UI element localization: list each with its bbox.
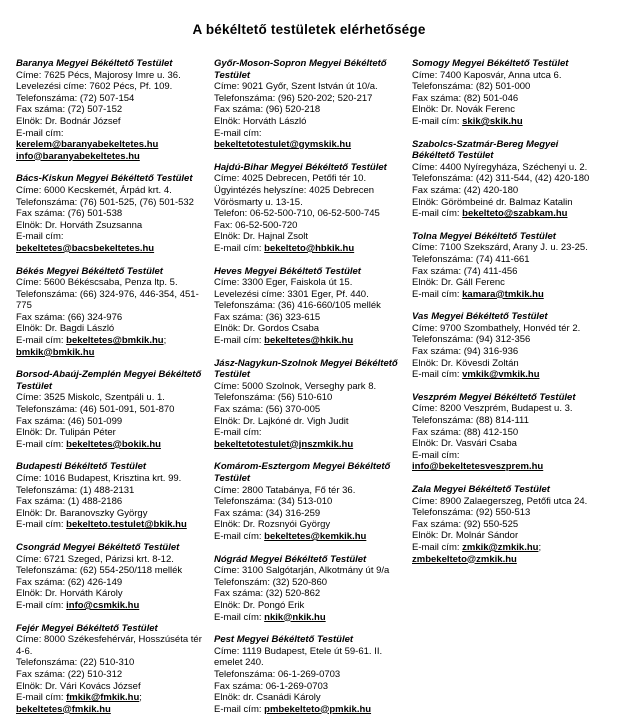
text-segment: Címe: 2800 Tatabánya, Fő tér 36. [214,484,356,496]
board-entry [16,623,206,716]
email-link[interactable]: skik@skik.hu [462,115,523,127]
email-link[interactable]: bekeltetes@fmkik.hu [16,703,111,715]
contact-line [16,519,206,531]
contact-line [214,300,404,312]
text-segment: Címe: 4025 Debrecen, Petőfi tér 10. [214,173,367,185]
text-segment: E-mail cím: [214,127,262,139]
text-segment: Elnök: Dr. Horváth Károly [16,588,123,600]
contact-line [16,404,206,416]
text-segment: Elnök: Dr. Vasvári Csaba [412,438,517,450]
text-segment: Címe: 7625 Pécs, Majorosy Imre u. 36. [16,69,181,81]
contact-line [412,208,602,220]
board-name: Szabolcs-Szatmár-Bereg Megyei Békéltető Testület [412,138,559,162]
email-link[interactable]: vmkik@vmkik.hu [462,369,540,381]
text-segment: Fax száma: (88) 412-150 [412,426,519,438]
contact-line [214,116,404,128]
text-segment: Címe: 9021 Győr, Szent István út 10/a. [214,81,378,93]
text-segment: Címe: 9700 Szombathely, Honvéd tér 2. [412,322,581,334]
text-segment: Telefonszáma: (94) 312-356 [412,334,531,346]
contact-line [16,243,206,255]
text-segment: E-mail cím: [16,692,67,704]
text-segment: ; [139,692,142,704]
text-segment: E-mail cím: [16,519,67,531]
email-link[interactable]: bekeltetes@hkik.hu [264,335,354,347]
email-link[interactable]: bekelteto.testulet@bkik.hu [66,519,187,531]
text-segment: E-mail cím: [412,115,463,127]
text-segment: Fax száma: (42) 420-180 [412,184,519,196]
email-link[interactable]: info@bekeltetesveszprem.hu [412,461,544,473]
text-segment: E-mail cím: [16,127,64,139]
text-segment: Címe: 5000 Szolnok, Verseghy park 8. [214,380,377,392]
email-link[interactable]: bekeltetotestulet@jnszmkik.hu [214,438,354,450]
contact-line [16,473,206,485]
text-segment: Telefonszáma: (56) 510-610 [214,392,333,404]
contact-line [214,104,404,116]
text-segment: E-mail cím: [214,530,265,542]
board-entry [214,162,404,255]
contact-line [16,439,206,451]
text-segment: Elnök: Dr. Rozsnyói György [214,519,331,531]
board-name: Vas Megyei Békéltető Testület [412,311,548,323]
board-name: Hajdú-Bihar Megyei Békéltető Testület [214,161,387,173]
contact-line [412,197,602,209]
columns-container [16,58,602,726]
email-link[interactable]: bekeltetes@bmkik.hu [66,335,164,347]
contact-line [412,289,602,301]
contact-line [214,646,404,669]
contact-line [412,254,602,266]
contact-line [16,427,206,439]
email-link[interactable]: bekeltetotestulet@gymskik.hu [214,139,352,151]
contact-line [214,416,404,428]
text-segment: Címe: 5600 Békéscsaba, Penza ltp. 5. [16,277,178,289]
board-entry [412,58,602,128]
text-segment: Telefonszáma: (34) 513-010 [214,496,333,508]
text-segment: E-mail cím: [412,541,463,553]
text-segment: ; [163,335,167,347]
text-segment: Elnök: Dr. Vári Kovács József [16,680,141,692]
contact-line [412,403,602,415]
contact-line [16,231,206,243]
board-entry [16,461,206,531]
text-segment: Fax száma: (1) 488-2186 [16,496,123,508]
contact-line [214,139,404,151]
board-entry [214,634,404,715]
text-segment: Telefonszáma: (66) 324-976, 446-354, 451-775 [16,288,199,312]
contact-line [214,427,404,439]
contact-line [16,312,206,324]
email-link[interactable]: info@baranyabekeltetes.hu [16,150,140,162]
contact-line [214,669,404,681]
contact-line [214,577,404,589]
contact-line [214,681,404,693]
board-entry [214,358,404,451]
board-name: Tolna Megyei Békéltető Testület [412,230,556,242]
contact-line [412,346,602,358]
contact-line [214,519,404,531]
text-segment: E-mail cím: [214,242,265,254]
email-link[interactable]: bekelteto@hbkik.hu [264,242,355,254]
contact-line [214,335,404,347]
text-segment: Telefonszáma: (74) 411-661 [412,253,530,265]
text-segment: Telefonszáma: (72) 507-154 [16,92,135,104]
text-segment: Elnök: Dr. Bagdi László [16,323,115,335]
text-segment: Telefonszáma: (22) 510-310 [16,657,135,669]
contact-line [412,277,602,289]
contact-line [214,173,404,185]
email-link[interactable]: nkik@nkik.hu [264,611,326,623]
column-1 [16,58,206,726]
text-segment: Címe: 1119 Budapest, Etele út 59-61. II. emelet 240. [214,645,383,669]
contact-line [412,438,602,450]
email-link[interactable]: info@csmkik.hu [66,599,140,611]
text-segment: E-mail cím: [16,335,67,347]
contact-line [412,93,602,105]
board-name: Pest Megyei Békéltető Testület [214,634,354,646]
contact-line [16,634,206,657]
text-segment: Fax száma: (76) 501-538 [16,208,123,220]
text-segment: Levelezési címe: 7602 Pécs, Pf. 109. [16,81,173,93]
contact-line [16,416,206,428]
text-segment: Fax száma: (72) 507-152 [16,104,123,116]
text-segment: Címe: 4400 Nyíregyháza, Széchenyi u. 2. [412,161,588,173]
contact-line [214,439,404,451]
text-segment: Fax száma: (46) 501-099 [16,415,123,427]
email-link[interactable]: kamara@tmkik.hu [462,288,544,300]
email-link[interactable]: fmkik@fmkik.hu [66,692,140,704]
column-3 [412,58,602,726]
contact-line [214,508,404,520]
contact-line [214,404,404,416]
page-title: A békéltető testületek elérhetősége [192,22,426,37]
board-entry [412,231,602,301]
text-segment: Levelezési címe: 3301 Eger, Pf. 440. [214,288,369,300]
contact-line [412,450,602,462]
text-segment: Címe: 6000 Kecskemét, Árpád krt. 4. [16,184,172,196]
text-segment: Fax száma: (82) 501-046 [412,92,519,104]
contact-line [16,104,206,116]
text-segment: Elnök: Dr. Novák Ferenc [412,104,515,116]
text-segment: Elnök: Dr. Tulipán Péter [16,427,116,439]
contact-line [214,704,404,716]
contact-line [214,600,404,612]
board-name: Győr-Moson-Sopron Megyei Békéltető Testület [214,58,387,81]
board-name: Heves Megyei Békéltető Testület [214,265,361,277]
contact-line [412,519,602,531]
text-segment: Fax száma: (32) 520-862 [214,588,321,600]
email-link[interactable]: bmkik@bmkik.hu [16,346,95,358]
text-segment: E-mail cím: [412,449,460,461]
contact-line [16,485,206,497]
text-segment: Fax száma: (34) 316-259 [214,507,321,519]
board-name: Komárom-Esztergom Megyei Békéltető Testület [214,461,391,484]
contact-line [412,70,602,82]
email-link[interactable]: bekeltetes@bacsbekeltetes.hu [16,242,155,254]
email-link[interactable]: bekeltetes@kemkik.hu [264,530,367,542]
contact-line [214,220,404,232]
contact-line [214,485,404,497]
contact-line [214,312,404,324]
contact-line [16,151,206,163]
contact-line [16,70,206,82]
contact-line [16,93,206,105]
text-segment: Címe: 3300 Eger, Faiskola út 15. [214,277,353,289]
contact-line [16,289,206,312]
board-entry [16,173,206,254]
contact-line [412,461,602,473]
contact-line [412,542,602,565]
contact-line [16,554,206,566]
board-entry [16,369,206,450]
contact-line [412,530,602,542]
contact-line [16,208,206,220]
contact-line [412,358,602,370]
contact-line [412,496,602,508]
board-name: Somogy Megyei Békéltető Testület [412,58,569,69]
text-segment: Telefonszáma: (1) 488-2131 [16,484,135,496]
text-segment: E-mail cím: [214,427,262,439]
contact-line [16,565,206,577]
email-link[interactable]: kerelem@baranyabekeltetes.hu [16,139,159,151]
contact-line [16,335,206,358]
text-segment: Elnök: Dr. Horváth Zsuzsanna [16,219,143,231]
board-entry [16,58,206,162]
contact-line [16,277,206,289]
board-entry [16,542,206,612]
contact-line [412,185,602,197]
board-name: Veszprém Megyei Békéltető Testület [412,391,576,403]
contact-line [412,81,602,93]
contact-line [214,612,404,624]
text-segment: Címe: 8900 Zalaegerszeg, Petőfi utca 24. [412,495,588,507]
contact-line [16,669,206,681]
text-segment: Telefonszáma: (36) 416-660/105 mellék [214,300,381,312]
text-segment: Telefonszáma: (76) 501-525, (76) 501-532 [16,196,194,208]
board-entry [412,484,602,565]
contact-line [16,392,206,404]
board-name: Budapesti Békéltető Testület [16,461,147,473]
text-segment: Telefonszáma: (42) 311-544, (42) 420-180 [412,173,590,185]
text-segment: Telefonszáma: (46) 501-091, 501-870 [16,404,175,416]
text-segment: Fax száma: (56) 370-005 [214,404,321,416]
contact-line [16,496,206,508]
text-segment: E-mail cím: [16,599,67,611]
contact-line [214,692,404,704]
email-link[interactable]: zmkik@zmkik.hu [462,541,539,553]
contact-line [412,507,602,519]
contact-line [16,323,206,335]
contact-line [214,93,404,105]
text-segment: Címe: 7100 Szekszárd, Arany J. u. 23-25. [412,242,588,254]
contact-line [412,162,602,174]
contact-line [412,104,602,116]
text-segment: E-mail cím: [214,703,265,715]
email-link[interactable]: zmbekelteto@zmkik.hu [412,553,517,565]
text-segment: Fax száma: (92) 550-525 [412,518,519,530]
contact-line [214,381,404,393]
contact-line [16,128,206,140]
board-entry [214,461,404,542]
text-segment: Fax: 06-52-500-720 [214,219,298,231]
text-segment: Elnök: Dr. Molnár Sándor [412,530,519,542]
text-segment: Elnök: Dr. Baranovszky György [16,507,148,519]
text-segment: Ügyintézés helyszíne: 4025 Debrecen Vörösmarty u. 13-15. [214,184,375,208]
contact-line [214,231,404,243]
contact-line [16,692,206,715]
contact-line [412,173,602,185]
contact-line [412,415,602,427]
contact-line [214,289,404,301]
contact-line [16,508,206,520]
contact-line [16,657,206,669]
contact-line [412,242,602,254]
contact-line [412,323,602,335]
contact-line [16,220,206,232]
text-segment: Fax száma: 06-1-269-0703 [214,680,329,692]
text-segment: E-mail cím: [16,438,67,450]
contact-line [214,81,404,93]
text-segment: Címe: 1016 Budapest, Krisztina krt. 99. [16,473,182,484]
text-segment: Elnök: Dr. Gordos Csaba [214,323,320,335]
contact-line [214,277,404,289]
contact-line [214,531,404,543]
text-segment: ; [538,541,542,553]
text-segment: Címe: 3100 Salgótarján, Alkotmány út 9/a [214,565,390,577]
contact-line [214,565,404,577]
contact-line [214,208,404,220]
text-segment: E-mail cím: [214,335,265,347]
board-name: Borsod-Abaúj-Zemplén Megyei Békéltető Testület [16,369,202,392]
board-name: Békés Megyei Békéltető Testület [16,265,163,277]
text-segment: Fax száma: (66) 324-976 [16,311,123,323]
text-segment: E-mail cím: [412,208,463,220]
text-segment: Fax száma: (22) 510-312 [16,668,123,680]
text-segment: Címe: 8000 Székesfehérvár, Hosszúséta tér 4-6. [16,634,202,657]
contact-line [16,185,206,197]
text-segment: Elnök: dr. Csanádi Károly [214,692,321,704]
contact-line [214,128,404,140]
email-link[interactable]: bekelteto@szabkam.hu [462,208,568,220]
text-segment: Telefonszáma: 06-1-269-0703 [214,668,341,680]
contact-line [412,266,602,278]
board-entry [214,266,404,347]
text-segment: E-mail cím: [412,369,463,381]
text-segment: Elnök: Görömbeiné dr. Balmaz Katalin [412,196,573,208]
contact-line [214,496,404,508]
text-segment: Elnök: Dr. Pongó Erik [214,599,305,611]
text-segment: Telefonszáma: (96) 520-202; 520-217 [214,92,373,104]
board-name: Jász-Nagykun-Szolnok Megyei Békéltető Testület [214,357,398,381]
board-name: Zala Megyei Békéltető Testület [412,484,550,495]
board-entry [214,554,404,624]
text-segment: E-mail cím: [16,231,64,243]
contact-line [214,323,404,335]
text-segment: Fax száma: (74) 411-456 [412,265,518,277]
text-segment: Elnök: Dr. Kövesdi Zoltán [412,357,519,369]
contact-line [214,243,404,255]
board-name: Nógrád Megyei Békéltető Testület [214,553,367,565]
text-segment: Telefonszáma: (82) 501-000 [412,81,531,93]
text-segment: Telefonszám: (32) 520-860 [214,576,328,588]
email-link[interactable]: bekeltetes@bokik.hu [66,438,161,450]
board-name: Baranya Megyei Békéltető Testület [16,58,173,69]
contact-line [16,577,206,589]
text-segment: Fax száma: (94) 316-936 [412,346,519,358]
board-entry [412,311,602,381]
email-link[interactable]: pmbekelteto@pmkik.hu [264,703,372,715]
contact-line [16,139,206,151]
text-segment: Elnök: Horváth László [214,115,307,127]
text-segment: Fax száma: (36) 323-615 [214,311,321,323]
contact-line [16,197,206,209]
text-segment: Telefonszáma: (88) 814-111 [412,415,529,427]
board-entry [214,58,404,151]
text-segment: Fax száma: (96) 520-218 [214,104,321,116]
text-segment: Telefon: 06-52-500-710, 06-52-500-745 [214,208,380,220]
text-segment: E-mail cím: [412,288,463,300]
board-name: Fejér Megyei Békéltető Testület [16,622,158,634]
text-segment: Címe: 3525 Miskolc, Szentpáli u. 1. [16,392,165,404]
contact-line [16,681,206,693]
text-segment: Címe: 8200 Veszprém, Budapest u. 3. [412,403,573,415]
contact-line [214,588,404,600]
contact-line [214,185,404,208]
text-segment: Elnök: Dr. Hajnal Zsolt [214,231,308,243]
board-entry [16,266,206,359]
board-name: Bács-Kiskun Megyei Békéltető Testület [16,173,193,185]
column-2 [214,58,404,726]
text-segment: Címe: 6721 Szeged, Párizsi krt. 8-12. [16,553,174,565]
contact-line [412,427,602,439]
contact-line [16,600,206,612]
contact-line [412,369,602,381]
contact-line [412,334,602,346]
contact-line [412,116,602,128]
text-segment: Elnök: Dr. Gáll Ferenc [412,277,505,289]
contact-line [214,392,404,404]
board-entry [412,139,602,220]
board-entry [412,392,602,473]
contact-line [16,81,206,93]
text-segment: Elnök: Dr. Bodnár József [16,115,121,127]
contact-line [16,588,206,600]
text-segment: Címe: 7400 Kaposvár, Anna utca 6. [412,69,562,81]
text-segment: Fax száma: (62) 426-149 [16,576,123,588]
text-segment: Telefonszáma: (92) 550-513 [412,507,531,519]
text-segment: E-mail cím: [214,611,265,623]
board-name: Csongrád Megyei Békéltető Testület [16,541,180,553]
text-segment: Elnök: Dr. Lajkóné dr. Vigh Judit [214,415,349,427]
contact-line [16,116,206,128]
text-segment: Telefonszáma: (62) 554-250/118 mellék [16,565,183,577]
